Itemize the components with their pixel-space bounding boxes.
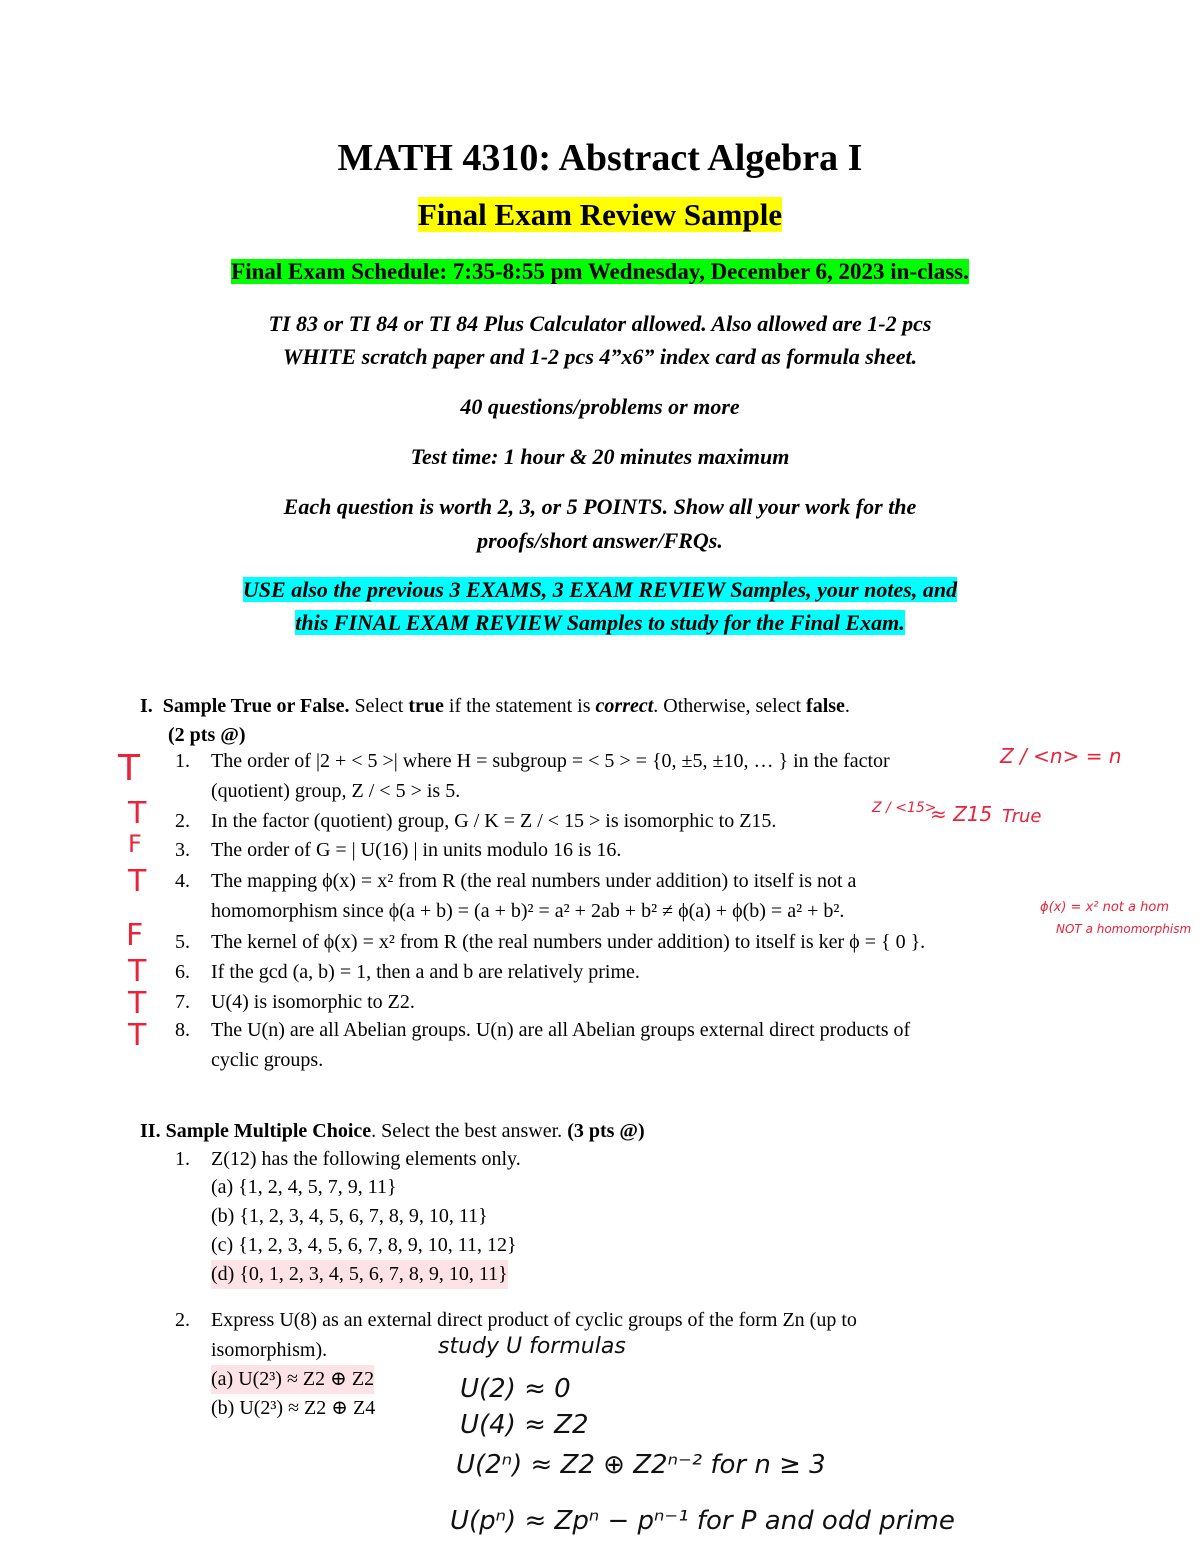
item-text: If the gcd (a, b) = 1, then a and b are relatively prime. [211,961,640,983]
item-number: 8. [175,1019,190,1041]
section-1-instr-a: Select [354,695,404,717]
test-time: Test time: 1 hour & 20 minutes maximum [410,444,790,469]
mc-q1-option-d: (d) {0, 1, 2, 3, 4, 5, 6, 7, 8, 9, 10, 11} [211,1260,508,1289]
section-1-numeral: I. [140,695,153,717]
handwritten-answer-5: F [126,918,144,953]
section-1-title: Sample True or False. [162,695,350,717]
section-1-instr-correct: correct [595,695,654,717]
item-number: 1. [175,750,190,772]
question-stem: Express U(8) as an external direct product of cyclic groups of the form Zn (up to isomorphism). [211,1309,857,1361]
note-formula-2: U(4) ≈ Z2 [460,1410,589,1440]
handwritten-answer-7: T [128,986,147,1021]
item-text: The U(n) are all Abelian groups. U(n) are all Abelian groups external direct products of cyclic groups. [211,1019,911,1071]
worth-line-1: Each question is worth 2, 3, or 5 POINTS. Show all your work for the [283,494,917,519]
section-1-heading [140,692,1040,721]
section-2-instr: . Select the best answer. [371,1120,563,1142]
question-count: 40 questions/problems or more [460,394,740,419]
mc-q1-option-b: (b) {1, 2, 3, 4, 5, 6, 7, 8, 9, 10, 11} [211,1205,488,1227]
note-formula-4: U(pⁿ) ≈ Zpⁿ − pⁿ⁻¹ for P and odd prime [450,1506,955,1536]
item-number: 5. [175,931,190,953]
worth-line-2: proofs/short answer/FRQs. [477,528,723,553]
subtitle [0,197,1200,233]
section-1-instr-false: false [806,695,845,717]
mc-q2-option-b: (b) U(2³) ≈ Z2 ⊕ Z4 [211,1397,376,1419]
note-z-over-15: Z / <15> [872,800,937,816]
use-line-2 [0,610,1200,636]
section-1-instr-true: true [408,695,444,717]
section-1-points: (2 pts @) [168,724,246,746]
item-number: 3. [175,839,190,861]
note-iso-z15: ≈ Z15 [930,802,993,826]
section-1-instr-c: . Otherwise, select [653,695,802,717]
page-title: MATH 4310: Abstract Algebra I [337,137,863,179]
item-number: 7. [175,991,190,1013]
note-not-hom-b: NOT a homomorphism [1056,922,1192,936]
handwritten-answer-6: T [128,954,147,989]
item-text: In the factor (quotient) group, G / K = Z / < 15 > is isomorphic to Z15. [211,810,777,832]
use-line-1-text: USE also the previous 3 EXAMS, 3 EXAM REVIEW Samples, your notes, and [242,577,958,602]
item-text: The order of G = | U(16) | in units modulo 16 is 16. [211,839,622,861]
question-stem: Z(12) has the following elements only. [211,1148,521,1170]
subtitle-text: Final Exam Review Sample [417,197,783,232]
calculator-line-2: WHITE scratch paper and 1-2 pcs 4”x6” index card as formula sheet. [282,344,918,369]
note-z-over-n: Z / <n> = n [1000,744,1122,768]
item-text: The kernel of ϕ(x) = x² from R (the real numbers under addition) to itself is ker ϕ = { 0 }. [211,931,926,953]
calculator-line-1: TI 83 or TI 84 or TI 84 Plus Calculator allowed. Also allowed are 1-2 pcs [268,311,932,336]
handwritten-answer-2: T [128,796,147,831]
item-text: The order of |2 + < 5 >| where H = subgroup = < 5 > = {0, ±5, ±10, … } in the factor (quotient) group, Z / < 5 > is 5. [211,750,890,802]
item-number: 2. [175,1309,190,1331]
item-text: U(4) is isomorphic to Z2. [211,991,415,1013]
note-formula-3: U(2ⁿ) ≈ Z2 ⊕ Z2ⁿ⁻² for n ≥ 3 [456,1450,826,1480]
item-text: The mapping ϕ(x) = x² from R (the real numbers under addition) to itself is not a homomorphism since ϕ(a + b) = (a + b)² = a² + 2ab + b² ≠ ϕ(a) + ϕ(b) = a² + b². [211,870,857,922]
note-true: True [1002,806,1042,827]
handwritten-answer-8: T [128,1018,147,1053]
handwritten-answer-1: T [118,748,140,789]
section-2-heading [140,1117,645,1146]
section-1-instr-b: if the statement is [448,695,591,717]
section-2-title: Sample Multiple Choice [165,1120,372,1142]
note-study-formulas: study U formulas [438,1334,626,1359]
item-number: 4. [175,870,190,892]
note-formula-1: U(2) ≈ 0 [460,1374,571,1404]
use-line-2-text: this FINAL EXAM REVIEW Samples to study for the Final Exam. [295,610,905,635]
mc-q1-option-c: (c) {1, 2, 3, 4, 5, 6, 7, 8, 9, 10, 11, 12} [211,1234,517,1256]
item-number: 1. [175,1148,190,1170]
mc-q1-option-a: (a) {1, 2, 4, 5, 7, 9, 11} [211,1176,397,1198]
schedule-text: Final Exam Schedule: 7:35-8:55 pm Wednesday, December 6, 2023 in-class. [231,259,969,284]
use-line-1 [0,577,1200,603]
mc-q2-option-a: (a) U(2³) ≈ Z2 ⊕ Z2 [211,1365,374,1394]
handwritten-answer-4: T [128,864,147,899]
section-2-points: (3 pts @) [567,1120,645,1142]
section-1-instr-d: . [844,695,850,717]
section-2-numeral: II. [140,1120,161,1142]
note-not-hom-a: ϕ(x) = x² not a hom [1040,900,1169,915]
item-number: 6. [175,961,190,983]
schedule [0,259,1200,285]
item-number: 2. [175,810,190,832]
handwritten-answer-3: F [128,830,142,858]
